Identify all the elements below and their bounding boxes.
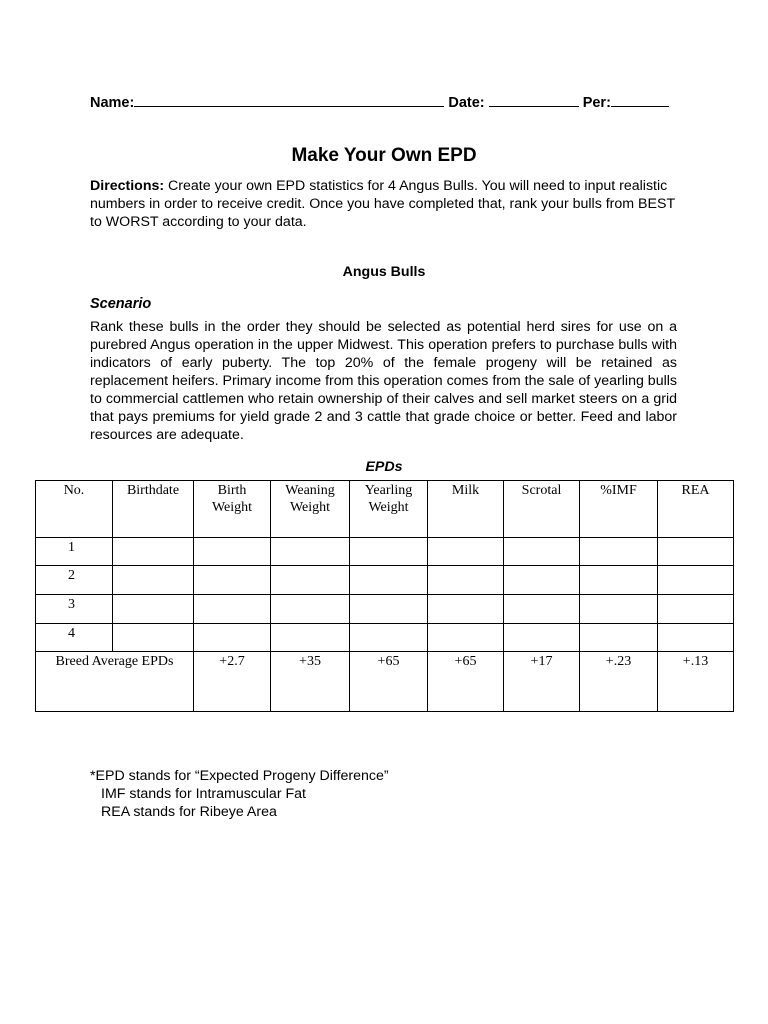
input-cell[interactable] [113, 538, 194, 566]
header-no: No. [36, 481, 113, 538]
avg-imf: +.23 [580, 652, 658, 712]
date-label: Date: [448, 95, 485, 111]
row-number: 1 [36, 538, 113, 566]
input-cell[interactable] [580, 595, 658, 624]
input-cell[interactable] [658, 624, 734, 652]
row-number: 4 [36, 624, 113, 652]
header-yearling-weight: Yearling Weight [350, 481, 428, 538]
input-cell[interactable] [428, 566, 504, 595]
directions-label: Directions: [90, 178, 165, 194]
note-rea: REA stands for Ribeye Area [101, 804, 277, 820]
input-cell[interactable] [658, 595, 734, 624]
name-blank[interactable] [134, 92, 444, 107]
avg-birth-weight: +2.7 [194, 652, 271, 712]
input-cell[interactable] [194, 566, 271, 595]
name-label: Name: [90, 95, 135, 111]
input-cell[interactable] [504, 624, 580, 652]
table-row [36, 595, 734, 624]
date-blank[interactable] [489, 92, 579, 107]
input-cell[interactable] [350, 566, 428, 595]
row-number: 3 [36, 595, 113, 624]
row-number: 2 [36, 566, 113, 595]
input-cell[interactable] [350, 538, 428, 566]
header-imf: %IMF [580, 481, 658, 538]
input-cell[interactable] [271, 538, 350, 566]
input-cell[interactable] [271, 566, 350, 595]
note-imf: IMF stands for Intramuscular Fat [101, 786, 306, 802]
header-weaning-weight: Weaning Weight [271, 481, 350, 538]
input-cell[interactable] [504, 566, 580, 595]
scenario-text: Rank these bulls in the order they should be selected as potential herd sires for use on a purebred Angus operation in the upper Midwest. This operation prefers to purchase bulls with indicators of early puberty. The top 20% of the female progeny will be retained as replacement heifers. Primary income from this operation comes from the sale of yearling bulls to commercial cattlemen who retain ownership of their calves and sell market steers on a grid that pays premiums for yield grade 2 and 3 cattle that grade choice or better. Feed and labor resources are adequate. [90, 319, 677, 443]
input-cell[interactable] [504, 538, 580, 566]
header-scrotal: Scrotal [504, 481, 580, 538]
header-rea: REA [658, 481, 734, 538]
header-birthdate: Birthdate [113, 481, 194, 538]
footnotes [90, 767, 389, 821]
period-blank[interactable] [611, 92, 669, 107]
input-cell[interactable] [504, 595, 580, 624]
avg-milk: +65 [428, 652, 504, 712]
student-info-line [90, 92, 680, 111]
table-row [36, 566, 734, 595]
input-cell[interactable] [350, 624, 428, 652]
input-cell[interactable] [113, 566, 194, 595]
input-cell[interactable] [194, 595, 271, 624]
table-row [36, 624, 734, 652]
directions-text: Create your own EPD statistics for 4 Angus Bulls. You will need to input realistic numbers in order to receive credit. Once you have completed that, rank your bulls from BEST to WORST according to your data. [90, 178, 675, 230]
input-cell[interactable] [428, 595, 504, 624]
breed-average-row [36, 652, 734, 712]
input-cell[interactable] [428, 538, 504, 566]
input-cell[interactable] [580, 538, 658, 566]
input-cell[interactable] [113, 595, 194, 624]
input-cell[interactable] [271, 624, 350, 652]
table-row [36, 538, 734, 566]
breed-average-label: Breed Average EPDs [36, 652, 194, 712]
avg-scrotal: +17 [504, 652, 580, 712]
period-label: Per: [582, 95, 611, 111]
input-cell[interactable] [658, 566, 734, 595]
input-cell[interactable] [428, 624, 504, 652]
input-cell[interactable] [271, 595, 350, 624]
input-cell[interactable] [658, 538, 734, 566]
input-cell[interactable] [580, 624, 658, 652]
section-heading: Angus Bulls [342, 264, 426, 280]
table-title: EPDs [365, 459, 403, 475]
input-cell[interactable] [580, 566, 658, 595]
scenario-heading: Scenario [90, 296, 152, 312]
avg-weaning-weight: +35 [271, 652, 350, 712]
input-cell[interactable] [113, 624, 194, 652]
avg-rea: +.13 [658, 652, 734, 712]
page-title: Make Your Own EPD [291, 145, 477, 166]
epd-table [35, 480, 734, 712]
input-cell[interactable] [194, 538, 271, 566]
input-cell[interactable] [194, 624, 271, 652]
table-header-row [36, 481, 734, 538]
header-birth-weight: Birth Weight [194, 481, 271, 538]
header-milk: Milk [428, 481, 504, 538]
directions [90, 177, 680, 231]
note-epd: *EPD stands for “Expected Progeny Difference” [90, 768, 389, 784]
input-cell[interactable] [350, 595, 428, 624]
avg-yearling-weight: +65 [350, 652, 428, 712]
